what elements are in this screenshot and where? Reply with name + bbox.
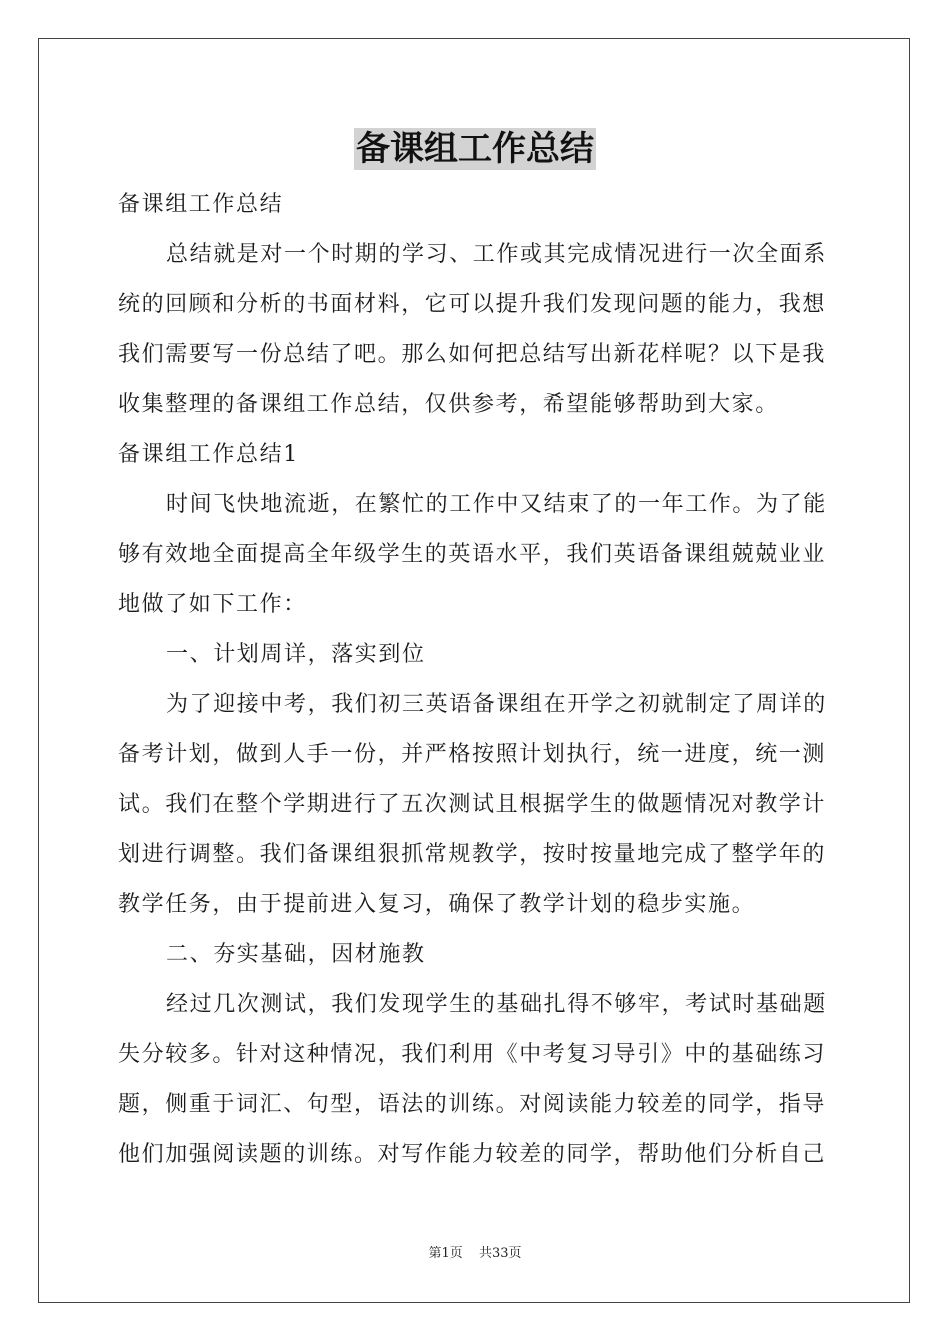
text-line: 二、夯实基础，因材施教 bbox=[166, 942, 426, 967]
text-line: 时间飞快地流逝，在繁忙的工作中又结束了的一年工作。为了能 bbox=[166, 492, 827, 517]
text-line: 划进行调整。我们备课组狠抓常规教学，按时按量地完成了整学年的 bbox=[118, 842, 827, 867]
text-line: 收集整理的备课组工作总结，仅供参考，希望能够帮助到大家。 bbox=[118, 392, 779, 417]
text-line: 失分较多。针对这种情况，我们利用《中考复习导引》中的基础练习 bbox=[118, 1042, 827, 1067]
text-line: 统的回顾和分析的书面材料，它可以提升我们发现问题的能力，我想 bbox=[118, 292, 827, 317]
text-line: 够有效地全面提高全年级学生的英语水平，我们英语备课组兢兢业业 bbox=[118, 542, 827, 567]
text-line: 我们需要写一份总结了吧。那么如何把总结写出新花样呢？以下是我 bbox=[118, 342, 827, 367]
text-line: 备考计划，做到人手一份，并严格按照计划执行，统一进度，统一测 bbox=[118, 742, 827, 767]
text-line: 试。我们在整个学期进行了五次测试且根据学生的做题情况对教学计 bbox=[118, 792, 827, 817]
text-line: 为了迎接中考，我们初三英语备课组在开学之初就制定了周详的 bbox=[166, 692, 827, 717]
title-wrap bbox=[0, 128, 950, 170]
text-line: 他们加强阅读题的训练。对写作能力较差的同学，帮助他们分析自己 bbox=[118, 1142, 827, 1167]
text-line: 一、计划周详，落实到位 bbox=[166, 642, 426, 667]
text-line: 教学任务，由于提前进入复习，确保了教学计划的稳步实施。 bbox=[118, 892, 756, 917]
text-line: 备课组工作总结 bbox=[118, 192, 284, 217]
page-footer bbox=[0, 1242, 950, 1261]
text-line: 总结就是对一个时期的学习、工作或其完成情况进行一次全面系 bbox=[166, 242, 827, 267]
text-line: 经过几次测试，我们发现学生的基础扎得不够牢，考试时基础题 bbox=[166, 992, 827, 1017]
document-body bbox=[118, 180, 834, 1180]
text-line: 备课组工作总结1 bbox=[118, 442, 299, 467]
document-title: 备课组工作总结 bbox=[356, 129, 594, 169]
text-line: 题，侧重于词汇、句型，语法的训练。对阅读能力较差的同学，指导 bbox=[118, 1092, 827, 1117]
page-number: 第1页 bbox=[428, 1246, 463, 1261]
page-total: 共33页 bbox=[478, 1246, 522, 1261]
text-line: 地做了如下工作： bbox=[118, 592, 307, 617]
